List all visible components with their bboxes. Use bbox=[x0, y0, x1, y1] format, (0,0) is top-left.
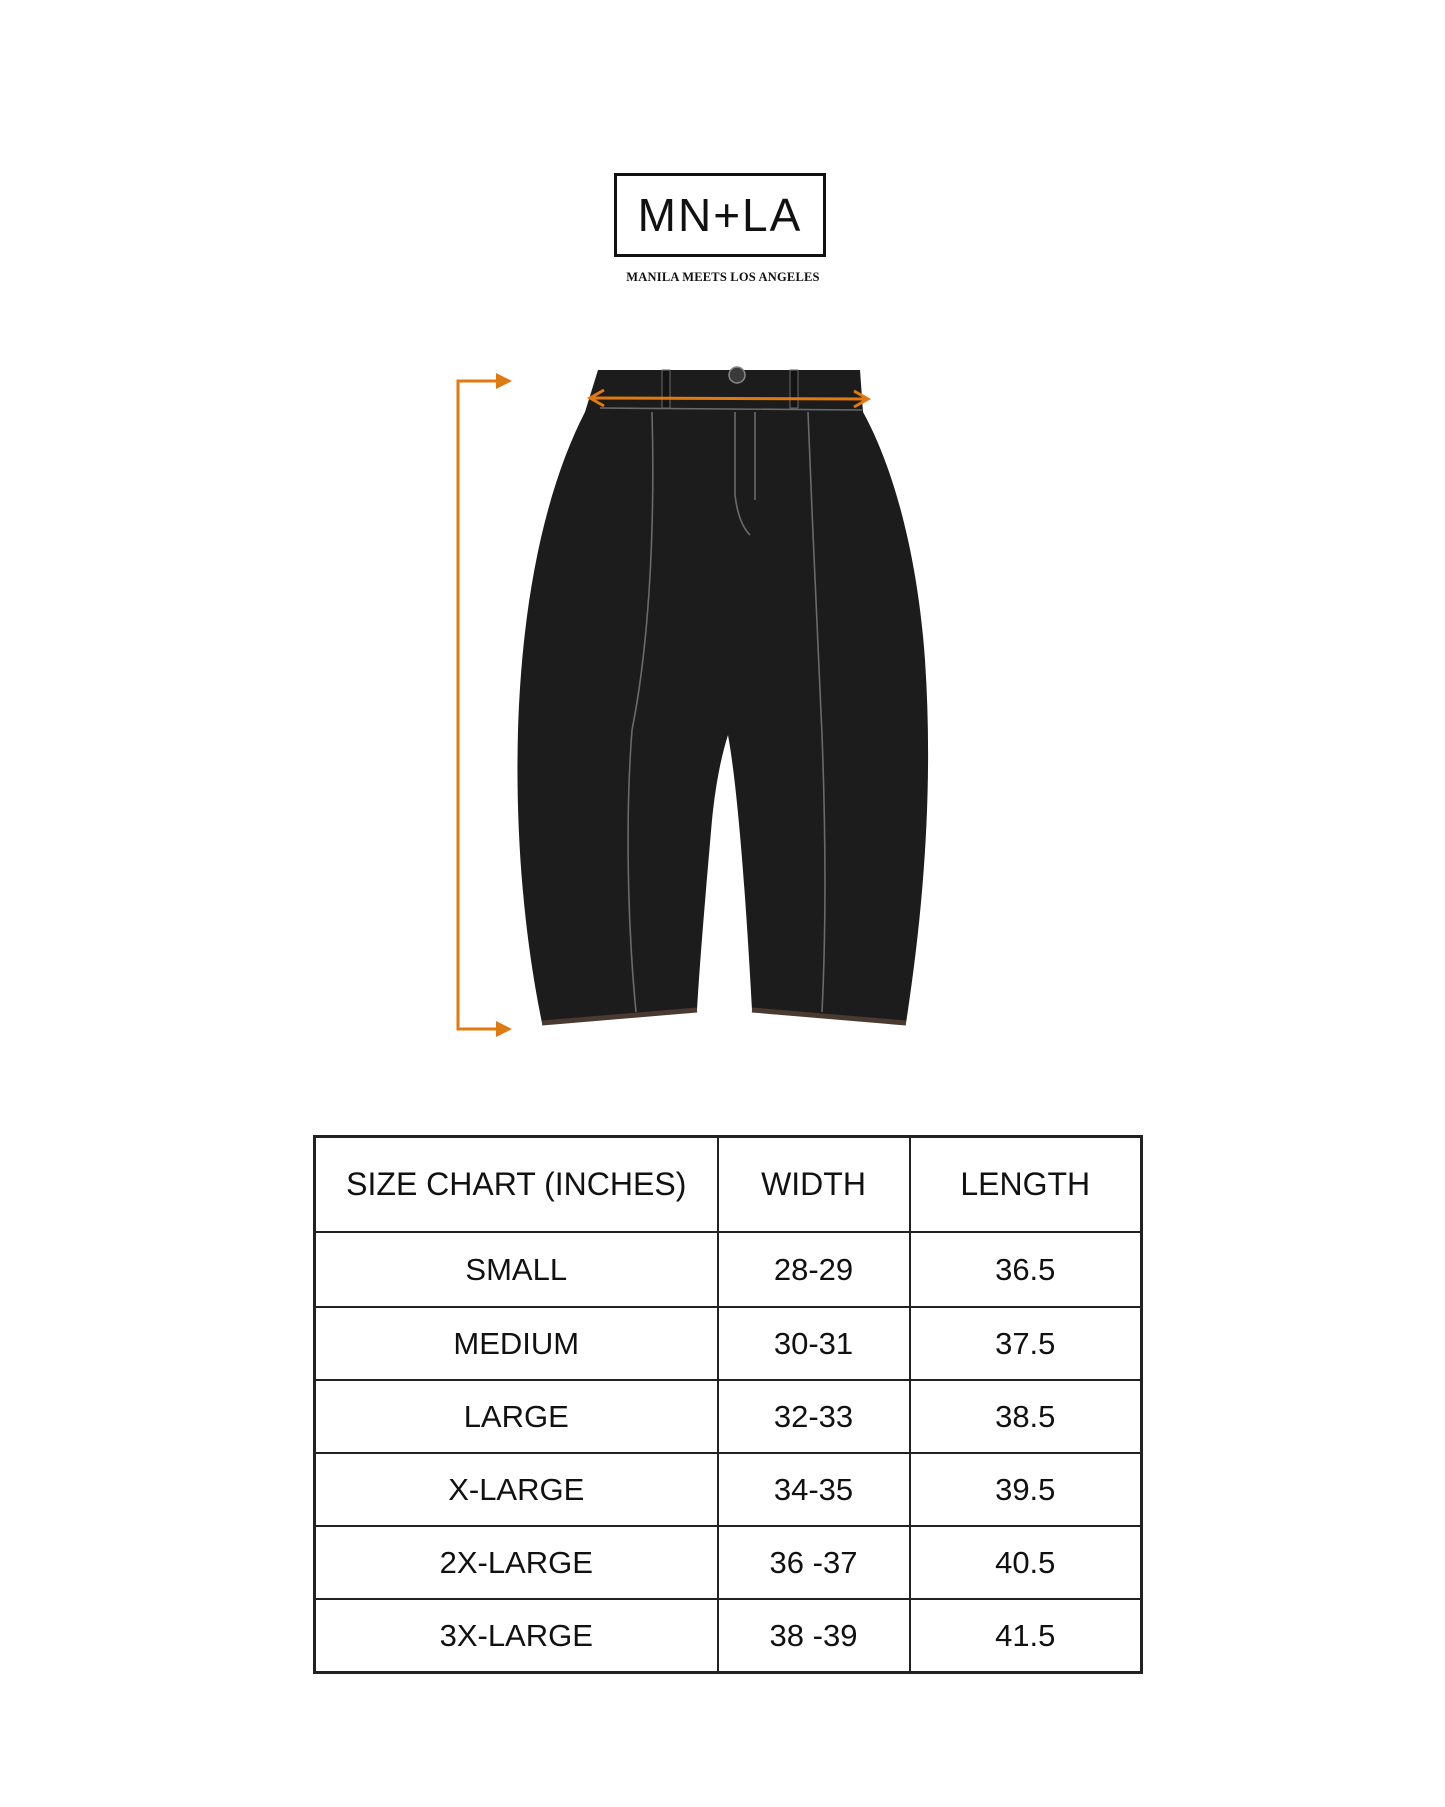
width-cell: 30-31 bbox=[718, 1307, 910, 1380]
size-chart-header-row bbox=[315, 1137, 1142, 1233]
length-cell: 41.5 bbox=[910, 1599, 1142, 1673]
width-arrow-line bbox=[592, 398, 866, 399]
size-cell: 3X-LARGE bbox=[315, 1599, 718, 1673]
width-cell: 34-35 bbox=[718, 1453, 910, 1526]
length-cell: 36.5 bbox=[910, 1232, 1142, 1307]
table-row bbox=[315, 1232, 1142, 1307]
size-cell: SMALL bbox=[315, 1232, 718, 1307]
length-cell: 40.5 bbox=[910, 1526, 1142, 1599]
table-row bbox=[315, 1526, 1142, 1599]
width-cell: 36 -37 bbox=[718, 1526, 910, 1599]
length-cell: 37.5 bbox=[910, 1307, 1142, 1380]
bracket-arrow-vertical-icon bbox=[458, 373, 512, 1037]
logo-mark: MN+LA bbox=[637, 189, 803, 241]
waist-button bbox=[729, 367, 745, 383]
size-cell: X-LARGE bbox=[315, 1453, 718, 1526]
width-cell: 28-29 bbox=[718, 1232, 910, 1307]
table-row bbox=[315, 1599, 1142, 1673]
size-cell: MEDIUM bbox=[315, 1307, 718, 1380]
header-width: WIDTH bbox=[718, 1137, 910, 1233]
logo-tagline: MANILA MEETS LOS ANGELES bbox=[626, 270, 820, 284]
size-cell: LARGE bbox=[315, 1380, 718, 1453]
width-cell: 38 -39 bbox=[718, 1599, 910, 1673]
width-cell: 32-33 bbox=[718, 1380, 910, 1453]
table-row bbox=[315, 1453, 1142, 1526]
length-cell: 38.5 bbox=[910, 1380, 1142, 1453]
length-cell: 39.5 bbox=[910, 1453, 1142, 1526]
length-bracket bbox=[458, 381, 508, 1029]
pants-silhouette bbox=[517, 370, 928, 1023]
header-length: LENGTH bbox=[910, 1137, 1142, 1233]
barrel-pants-icon bbox=[517, 367, 928, 1023]
size-cell: 2X-LARGE bbox=[315, 1526, 718, 1599]
table-row bbox=[315, 1307, 1142, 1380]
table-row bbox=[315, 1380, 1142, 1453]
header-size-chart: SIZE CHART (INCHES) bbox=[315, 1137, 718, 1233]
size-chart-table bbox=[313, 1135, 1143, 1674]
